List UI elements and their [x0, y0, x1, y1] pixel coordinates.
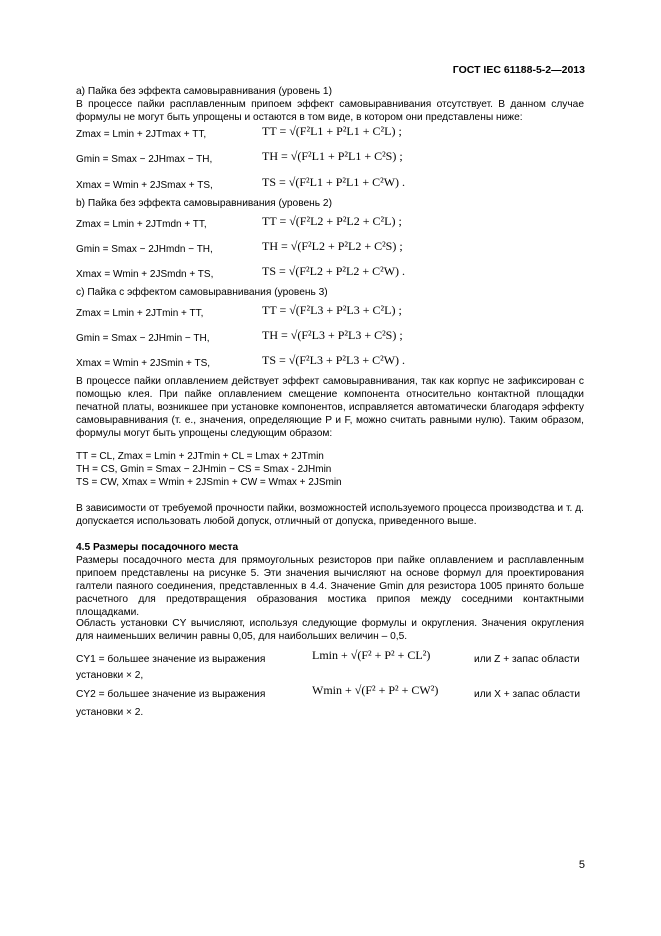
formula-c-g: Gmin = Smax − 2JHmin − TH, — [76, 333, 210, 344]
formula-a-th: TH = √(F²L1 + P²L1 + C²S) ; — [262, 149, 403, 163]
cy2-tail: или X + запас области — [474, 689, 581, 700]
section-4-5-title: 4.5 Размеры посадочного места — [76, 542, 239, 553]
formula-c-ts: TS = √(F²L3 + P²L3 + C²W) . — [262, 353, 406, 367]
document-header: ГОСТ IEC 61188-5-2—2013 — [452, 64, 585, 76]
formula-c-z: Zmax = Lmin + 2JTmin + TT, — [76, 308, 204, 319]
formula-a-z: Zmax = Lmin + 2JTmax + TT, — [76, 129, 207, 140]
simplified-formula-h: TH = CS, Gmin = Smax − 2JHmin − CS = Smax - 2JHmin — [76, 464, 332, 475]
formula-b-g: Gmin = Smax − 2JHmdn − TH, — [76, 244, 213, 255]
formula-b-ts: TS = √(F²L2 + P²L2 + C²W) . — [262, 264, 406, 278]
formula-a-g: Gmin = Smax − 2JHmax − TH, — [76, 154, 213, 165]
cy1-tail: или Z + запас области — [474, 654, 580, 665]
formula-c-x: Xmax = Wmin + 2JSmin + TS, — [76, 358, 211, 369]
section-c-title: c) Пайка с эффектом самовыравнивания (уровень 3) — [76, 287, 328, 298]
cy1-end: установки × 2, — [76, 670, 144, 681]
cy2-end: установки × 2. — [76, 707, 144, 718]
simplified-formula-t: TT = CL, Zmax = Lmin + 2JTmin + CL = Lmax + 2JTmin — [76, 451, 324, 462]
reflow-paragraph: В процессе пайки оплавлением действует эффект самовыравнивания, так как корпус не зафиксирован с помощью клея. При пайке оплавлением смещение компонента относительно контактной площадки печатной платы, возникшее при установке компонентов, исправляется автоматически благодаря эффекту самовыравнивания (т. е., значения, определяющие P и F, можно считать равными нулю). Таким образом, формулы могут быть упрощены следующим образом: — [76, 376, 584, 439]
cy2-formula: Wmin + √(F² + P² + CW²) — [312, 683, 439, 697]
formula-c-th: TH = √(F²L3 + P²L3 + C²S) ; — [262, 328, 403, 342]
cy-paragraph: Область установки CY вычисляют, используя следующие формулы и округления. Значения округления для наименьших величин равны 0,05, для наибольших величин – 0,5. — [76, 618, 584, 642]
section-b-title: b) Пайка без эффекта самовыравнивания (уровень 2) — [76, 198, 332, 209]
cy1-text: CY1 = большее значение из выражения — [76, 654, 266, 665]
intro-paragraph: В процессе пайки расплавленным припоем эффект самовыравнивания отсутствует. В данном случае формулы не могут быть упрощены и остаются в том виде, в котором они представлены ниже: — [76, 99, 584, 123]
cy2-text: CY2 = большее значение из выражения — [76, 689, 266, 700]
formula-b-tt: TT = √(F²L2 + P²L2 + C²L) ; — [262, 214, 402, 228]
formula-a-ts: TS = √(F²L1 + P²L1 + C²W) . — [262, 175, 406, 189]
section-4-5-paragraph: Размеры посадочного места для прямоугольных резисторов при пайке оплавлением и расплавленным припоем представлены на рисунке 5. Эти значения вычисляют на основе формул для проектирования галтели паяного соединения, представленных в 4.4. Значение Gmin для резистора 1005 принято больше расчетного для предотвращения образования мостика припоя между соседними контактными площадками. — [76, 555, 584, 618]
simplified-formula-s: TS = CW, Xmax = Wmin + 2JSmin + CW = Wmax + 2JSmin — [76, 477, 342, 488]
formula-a-x: Xmax = Wmin + 2JSmax + TS, — [76, 180, 213, 191]
page-number: 5 — [578, 859, 585, 871]
strength-paragraph: В зависимости от требуемой прочности пайки, возможностей используемого процесса производства и т. д. допускается использовать любой допуск, отличный от допуска, приведенного выше. — [76, 503, 584, 527]
formula-a-tt: TT = √(F²L1 + P²L1 + C²L) ; — [262, 124, 402, 138]
formula-b-x: Xmax = Wmin + 2JSmdn + TS, — [76, 269, 214, 280]
formula-b-th: TH = √(F²L2 + P²L2 + C²S) ; — [262, 239, 403, 253]
section-a-title: a) Пайка без эффекта самовыравнивания (уровень 1) — [76, 86, 332, 97]
formula-c-tt: TT = √(F²L3 + P²L3 + C²L) ; — [262, 303, 402, 317]
formula-b-z: Zmax = Lmin + 2JTmdn + TT, — [76, 219, 207, 230]
cy1-formula: Lmin + √(F² + P² + CL²) — [312, 648, 431, 662]
